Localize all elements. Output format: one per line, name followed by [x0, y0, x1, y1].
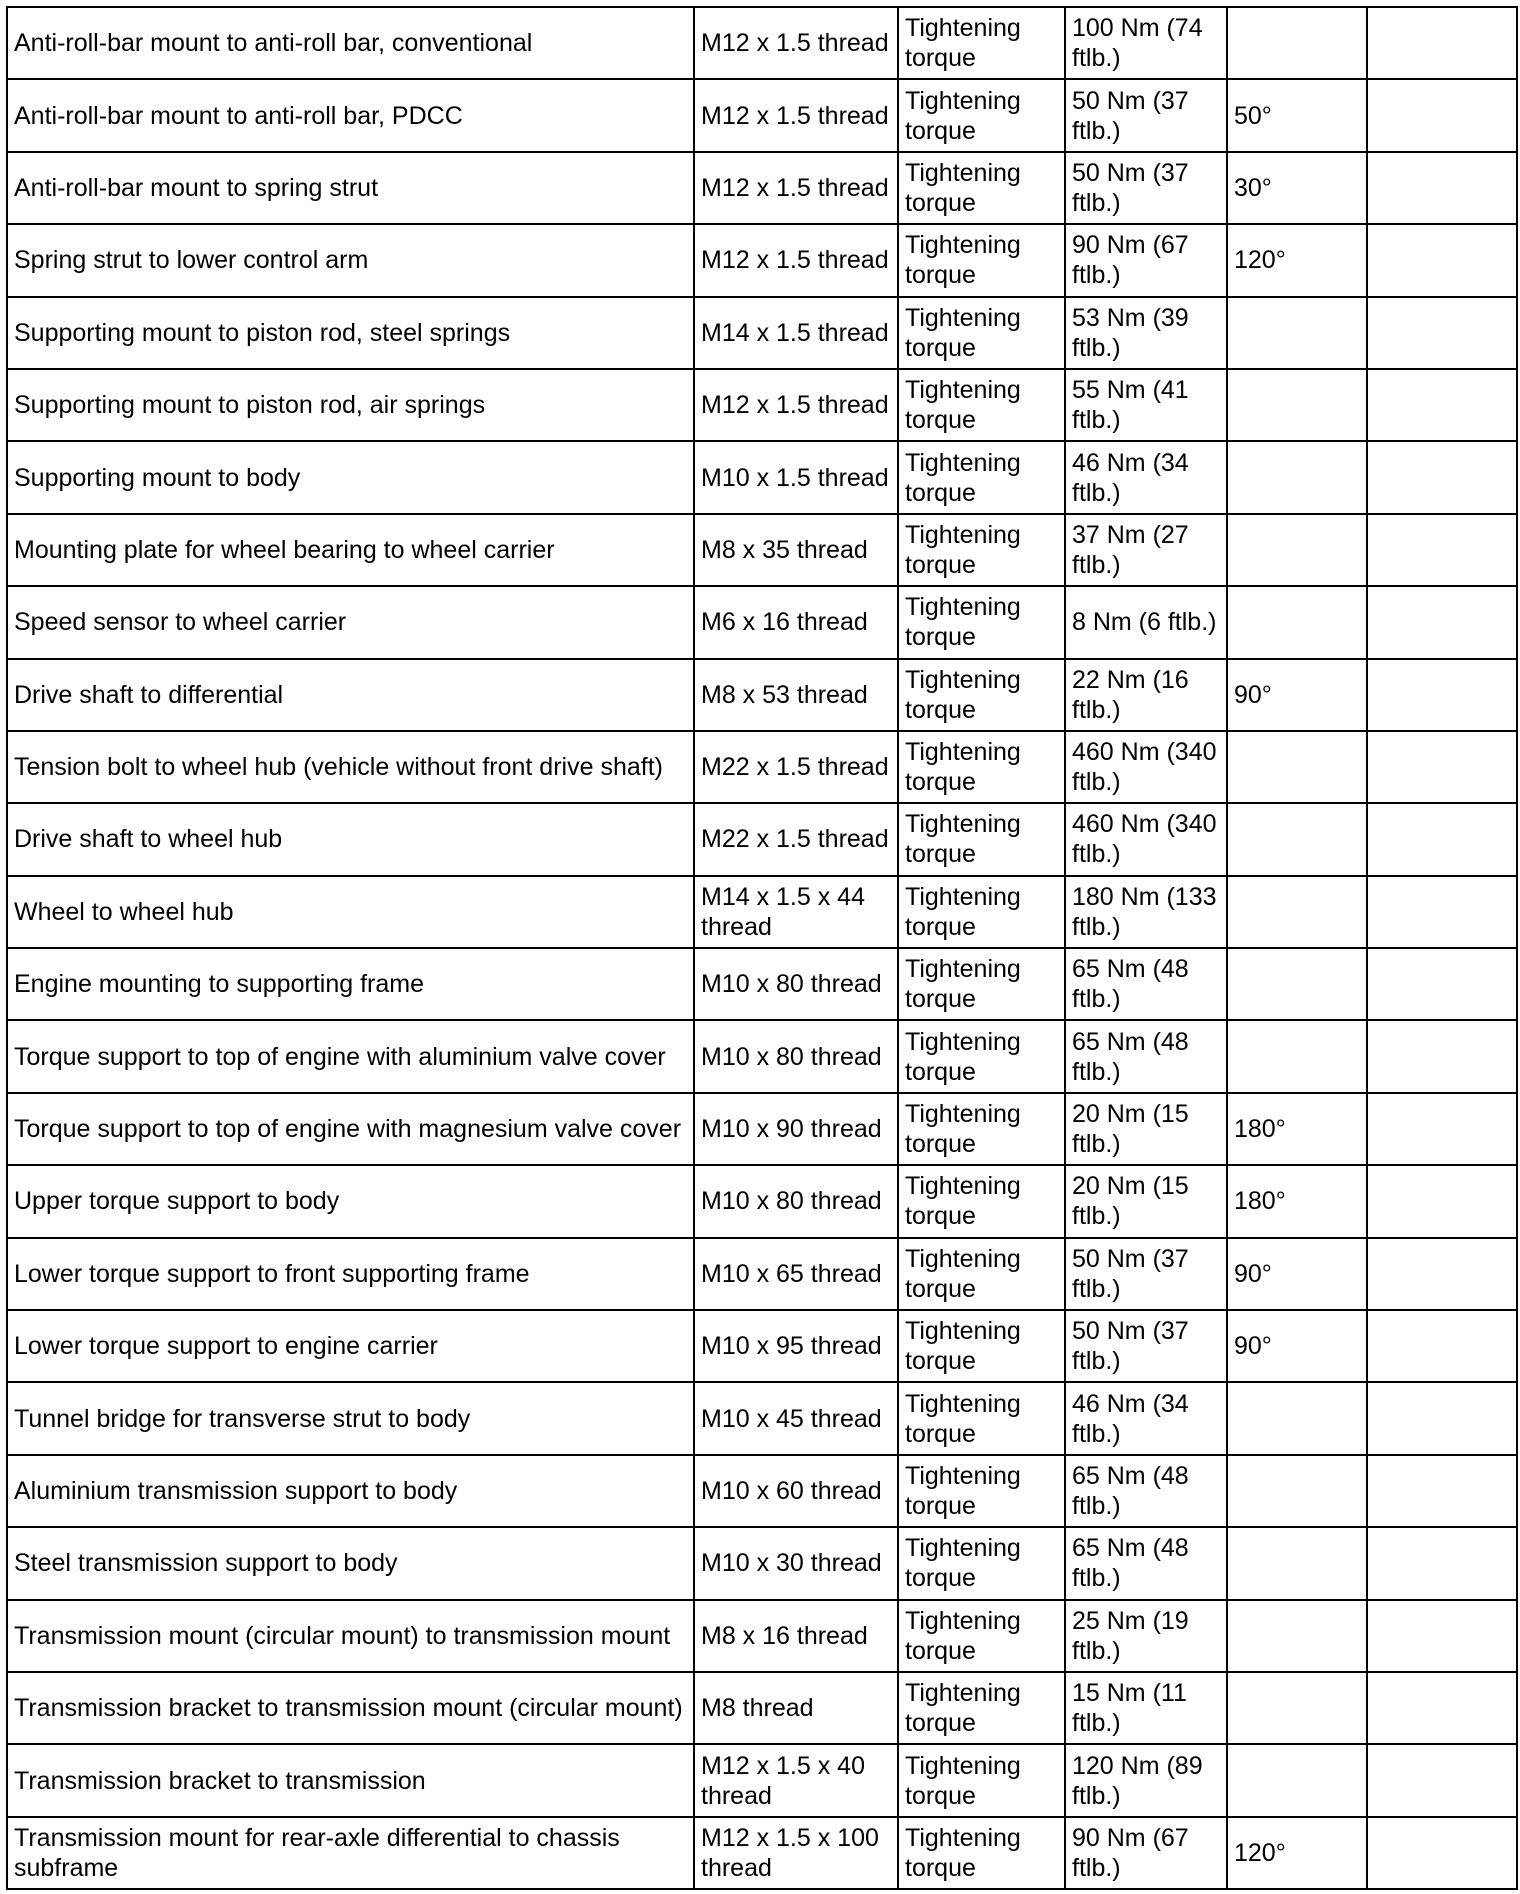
- extra-cell: [1367, 369, 1517, 441]
- thread-cell: M12 x 1.5 x 100 thread: [694, 1817, 898, 1889]
- angle-cell: [1227, 1382, 1367, 1454]
- component-cell: Torque support to top of engine with magnesium valve cover: [7, 1093, 694, 1165]
- torque-spec-table: [6, 6, 1518, 1890]
- thread-cell: M10 x 90 thread: [694, 1093, 898, 1165]
- table-row: [7, 1020, 1517, 1092]
- component-cell: Anti-roll-bar mount to anti-roll bar, conventional: [7, 7, 694, 79]
- torque-table-body: [7, 7, 1517, 1889]
- torque-type-cell: Tightening torque: [898, 731, 1065, 803]
- angle-cell: [1227, 369, 1367, 441]
- angle-cell: [1227, 441, 1367, 513]
- extra-cell: [1367, 152, 1517, 224]
- extra-cell: [1367, 7, 1517, 79]
- extra-cell: [1367, 731, 1517, 803]
- component-cell: Engine mounting to supporting frame: [7, 948, 694, 1020]
- extra-cell: [1367, 224, 1517, 296]
- torque-type-cell: Tightening torque: [898, 1238, 1065, 1310]
- torque-value-cell: 50 Nm (37 ftlb.): [1065, 152, 1227, 224]
- component-cell: Aluminium transmission support to body: [7, 1455, 694, 1527]
- extra-cell: [1367, 1455, 1517, 1527]
- thread-cell: M8 x 16 thread: [694, 1600, 898, 1672]
- torque-type-cell: Tightening torque: [898, 1020, 1065, 1092]
- torque-type-cell: Tightening torque: [898, 1672, 1065, 1744]
- table-row: [7, 369, 1517, 441]
- angle-cell: 120°: [1227, 1817, 1367, 1889]
- extra-cell: [1367, 1382, 1517, 1454]
- torque-type-cell: Tightening torque: [898, 441, 1065, 513]
- component-cell: Tension bolt to wheel hub (vehicle without front drive shaft): [7, 731, 694, 803]
- extra-cell: [1367, 1744, 1517, 1816]
- table-row: [7, 297, 1517, 369]
- torque-spec-sheet: [6, 6, 1516, 1890]
- table-row: [7, 1382, 1517, 1454]
- table-row: [7, 441, 1517, 513]
- torque-value-cell: 15 Nm (11 ftlb.): [1065, 1672, 1227, 1744]
- table-row: [7, 1600, 1517, 1672]
- extra-cell: [1367, 1093, 1517, 1165]
- angle-cell: 90°: [1227, 659, 1367, 731]
- component-cell: Transmission mount (circular mount) to transmission mount: [7, 1600, 694, 1672]
- table-row: [7, 876, 1517, 948]
- torque-value-cell: 460 Nm (340 ftlb.): [1065, 803, 1227, 875]
- torque-type-cell: Tightening torque: [898, 876, 1065, 948]
- component-cell: Anti-roll-bar mount to spring strut: [7, 152, 694, 224]
- component-cell: Supporting mount to piston rod, steel springs: [7, 297, 694, 369]
- torque-value-cell: 37 Nm (27 ftlb.): [1065, 514, 1227, 586]
- component-cell: Lower torque support to front supporting frame: [7, 1238, 694, 1310]
- torque-type-cell: Tightening torque: [898, 152, 1065, 224]
- extra-cell: [1367, 441, 1517, 513]
- table-row: [7, 803, 1517, 875]
- torque-value-cell: 25 Nm (19 ftlb.): [1065, 1600, 1227, 1672]
- extra-cell: [1367, 1020, 1517, 1092]
- angle-cell: [1227, 7, 1367, 79]
- torque-type-cell: Tightening torque: [898, 1310, 1065, 1382]
- angle-cell: [1227, 948, 1367, 1020]
- thread-cell: M10 x 65 thread: [694, 1238, 898, 1310]
- torque-value-cell: 22 Nm (16 ftlb.): [1065, 659, 1227, 731]
- angle-cell: [1227, 1672, 1367, 1744]
- torque-type-cell: Tightening torque: [898, 297, 1065, 369]
- torque-value-cell: 90 Nm (67 ftlb.): [1065, 1817, 1227, 1889]
- extra-cell: [1367, 1310, 1517, 1382]
- torque-value-cell: 20 Nm (15 ftlb.): [1065, 1165, 1227, 1237]
- component-cell: Supporting mount to body: [7, 441, 694, 513]
- table-row: [7, 1527, 1517, 1599]
- angle-cell: [1227, 1744, 1367, 1816]
- component-cell: Upper torque support to body: [7, 1165, 694, 1237]
- thread-cell: M12 x 1.5 x 40 thread: [694, 1744, 898, 1816]
- thread-cell: M12 x 1.5 thread: [694, 79, 898, 151]
- table-row: [7, 1165, 1517, 1237]
- table-row: [7, 1672, 1517, 1744]
- torque-type-cell: Tightening torque: [898, 659, 1065, 731]
- torque-type-cell: Tightening torque: [898, 79, 1065, 151]
- thread-cell: M12 x 1.5 thread: [694, 224, 898, 296]
- torque-value-cell: 50 Nm (37 ftlb.): [1065, 1310, 1227, 1382]
- angle-cell: [1227, 731, 1367, 803]
- extra-cell: [1367, 586, 1517, 658]
- thread-cell: M10 x 60 thread: [694, 1455, 898, 1527]
- component-cell: Anti-roll-bar mount to anti-roll bar, PDCC: [7, 79, 694, 151]
- thread-cell: M10 x 95 thread: [694, 1310, 898, 1382]
- torque-type-cell: Tightening torque: [898, 948, 1065, 1020]
- torque-value-cell: 90 Nm (67 ftlb.): [1065, 224, 1227, 296]
- component-cell: Steel transmission support to body: [7, 1527, 694, 1599]
- torque-type-cell: Tightening torque: [898, 1382, 1065, 1454]
- component-cell: Transmission bracket to transmission: [7, 1744, 694, 1816]
- component-cell: Tunnel bridge for transverse strut to body: [7, 1382, 694, 1454]
- torque-type-cell: Tightening torque: [898, 369, 1065, 441]
- thread-cell: M14 x 1.5 thread: [694, 297, 898, 369]
- thread-cell: M12 x 1.5 thread: [694, 7, 898, 79]
- extra-cell: [1367, 79, 1517, 151]
- table-row: [7, 586, 1517, 658]
- table-row: [7, 1238, 1517, 1310]
- angle-cell: 180°: [1227, 1165, 1367, 1237]
- thread-cell: M22 x 1.5 thread: [694, 803, 898, 875]
- component-cell: Drive shaft to wheel hub: [7, 803, 694, 875]
- torque-value-cell: 100 Nm (74 ftlb.): [1065, 7, 1227, 79]
- table-row: [7, 79, 1517, 151]
- angle-cell: [1227, 297, 1367, 369]
- torque-type-cell: Tightening torque: [898, 803, 1065, 875]
- extra-cell: [1367, 1527, 1517, 1599]
- thread-cell: M6 x 16 thread: [694, 586, 898, 658]
- thread-cell: M14 x 1.5 x 44 thread: [694, 876, 898, 948]
- angle-cell: 90°: [1227, 1238, 1367, 1310]
- extra-cell: [1367, 803, 1517, 875]
- table-row: [7, 152, 1517, 224]
- torque-value-cell: 53 Nm (39 ftlb.): [1065, 297, 1227, 369]
- table-row: [7, 731, 1517, 803]
- angle-cell: [1227, 514, 1367, 586]
- torque-value-cell: 65 Nm (48 ftlb.): [1065, 1455, 1227, 1527]
- component-cell: Transmission mount for rear-axle differential to chassis subframe: [7, 1817, 694, 1889]
- component-cell: Lower torque support to engine carrier: [7, 1310, 694, 1382]
- angle-cell: 120°: [1227, 224, 1367, 296]
- extra-cell: [1367, 1165, 1517, 1237]
- torque-type-cell: Tightening torque: [898, 1093, 1065, 1165]
- extra-cell: [1367, 1600, 1517, 1672]
- table-row: [7, 659, 1517, 731]
- component-cell: Torque support to top of engine with aluminium valve cover: [7, 1020, 694, 1092]
- torque-value-cell: 50 Nm (37 ftlb.): [1065, 79, 1227, 151]
- thread-cell: M10 x 80 thread: [694, 1165, 898, 1237]
- torque-value-cell: 46 Nm (34 ftlb.): [1065, 1382, 1227, 1454]
- extra-cell: [1367, 1238, 1517, 1310]
- thread-cell: M12 x 1.5 thread: [694, 152, 898, 224]
- angle-cell: [1227, 1020, 1367, 1092]
- torque-value-cell: 8 Nm (6 ftlb.): [1065, 586, 1227, 658]
- thread-cell: M8 thread: [694, 1672, 898, 1744]
- table-row: [7, 1310, 1517, 1382]
- extra-cell: [1367, 297, 1517, 369]
- extra-cell: [1367, 1817, 1517, 1889]
- table-row: [7, 224, 1517, 296]
- angle-cell: 180°: [1227, 1093, 1367, 1165]
- thread-cell: M10 x 1.5 thread: [694, 441, 898, 513]
- table-row: [7, 948, 1517, 1020]
- thread-cell: M10 x 80 thread: [694, 948, 898, 1020]
- torque-type-cell: Tightening torque: [898, 586, 1065, 658]
- component-cell: Mounting plate for wheel bearing to wheel carrier: [7, 514, 694, 586]
- thread-cell: M12 x 1.5 thread: [694, 369, 898, 441]
- torque-value-cell: 65 Nm (48 ftlb.): [1065, 948, 1227, 1020]
- extra-cell: [1367, 948, 1517, 1020]
- torque-type-cell: Tightening torque: [898, 1455, 1065, 1527]
- component-cell: Wheel to wheel hub: [7, 876, 694, 948]
- torque-type-cell: Tightening torque: [898, 514, 1065, 586]
- thread-cell: M8 x 35 thread: [694, 514, 898, 586]
- torque-type-cell: Tightening torque: [898, 1744, 1065, 1816]
- torque-type-cell: Tightening torque: [898, 224, 1065, 296]
- component-cell: Spring strut to lower control arm: [7, 224, 694, 296]
- torque-type-cell: Tightening torque: [898, 1527, 1065, 1599]
- torque-value-cell: 46 Nm (34 ftlb.): [1065, 441, 1227, 513]
- table-row: [7, 1093, 1517, 1165]
- torque-value-cell: 180 Nm (133 ftlb.): [1065, 876, 1227, 948]
- angle-cell: 30°: [1227, 152, 1367, 224]
- thread-cell: M10 x 30 thread: [694, 1527, 898, 1599]
- torque-value-cell: 120 Nm (89 ftlb.): [1065, 1744, 1227, 1816]
- component-cell: Speed sensor to wheel carrier: [7, 586, 694, 658]
- angle-cell: 90°: [1227, 1310, 1367, 1382]
- thread-cell: M22 x 1.5 thread: [694, 731, 898, 803]
- thread-cell: M10 x 45 thread: [694, 1382, 898, 1454]
- component-cell: Supporting mount to piston rod, air springs: [7, 369, 694, 441]
- angle-cell: [1227, 876, 1367, 948]
- table-row: [7, 1744, 1517, 1816]
- angle-cell: [1227, 1527, 1367, 1599]
- torque-type-cell: Tightening torque: [898, 7, 1065, 79]
- torque-value-cell: 65 Nm (48 ftlb.): [1065, 1020, 1227, 1092]
- extra-cell: [1367, 1672, 1517, 1744]
- torque-value-cell: 55 Nm (41 ftlb.): [1065, 369, 1227, 441]
- component-cell: Drive shaft to differential: [7, 659, 694, 731]
- angle-cell: [1227, 586, 1367, 658]
- component-cell: Transmission bracket to transmission mount (circular mount): [7, 1672, 694, 1744]
- torque-type-cell: Tightening torque: [898, 1165, 1065, 1237]
- torque-type-cell: Tightening torque: [898, 1600, 1065, 1672]
- torque-value-cell: 460 Nm (340 ftlb.): [1065, 731, 1227, 803]
- angle-cell: [1227, 1455, 1367, 1527]
- angle-cell: 50°: [1227, 79, 1367, 151]
- torque-value-cell: 50 Nm (37 ftlb.): [1065, 1238, 1227, 1310]
- thread-cell: M8 x 53 thread: [694, 659, 898, 731]
- extra-cell: [1367, 514, 1517, 586]
- angle-cell: [1227, 803, 1367, 875]
- torque-value-cell: 65 Nm (48 ftlb.): [1065, 1527, 1227, 1599]
- angle-cell: [1227, 1600, 1367, 1672]
- table-row: [7, 514, 1517, 586]
- table-row: [7, 1455, 1517, 1527]
- thread-cell: M10 x 80 thread: [694, 1020, 898, 1092]
- table-row: [7, 1817, 1517, 1889]
- extra-cell: [1367, 659, 1517, 731]
- torque-type-cell: Tightening torque: [898, 1817, 1065, 1889]
- torque-value-cell: 20 Nm (15 ftlb.): [1065, 1093, 1227, 1165]
- table-row: [7, 7, 1517, 79]
- extra-cell: [1367, 876, 1517, 948]
